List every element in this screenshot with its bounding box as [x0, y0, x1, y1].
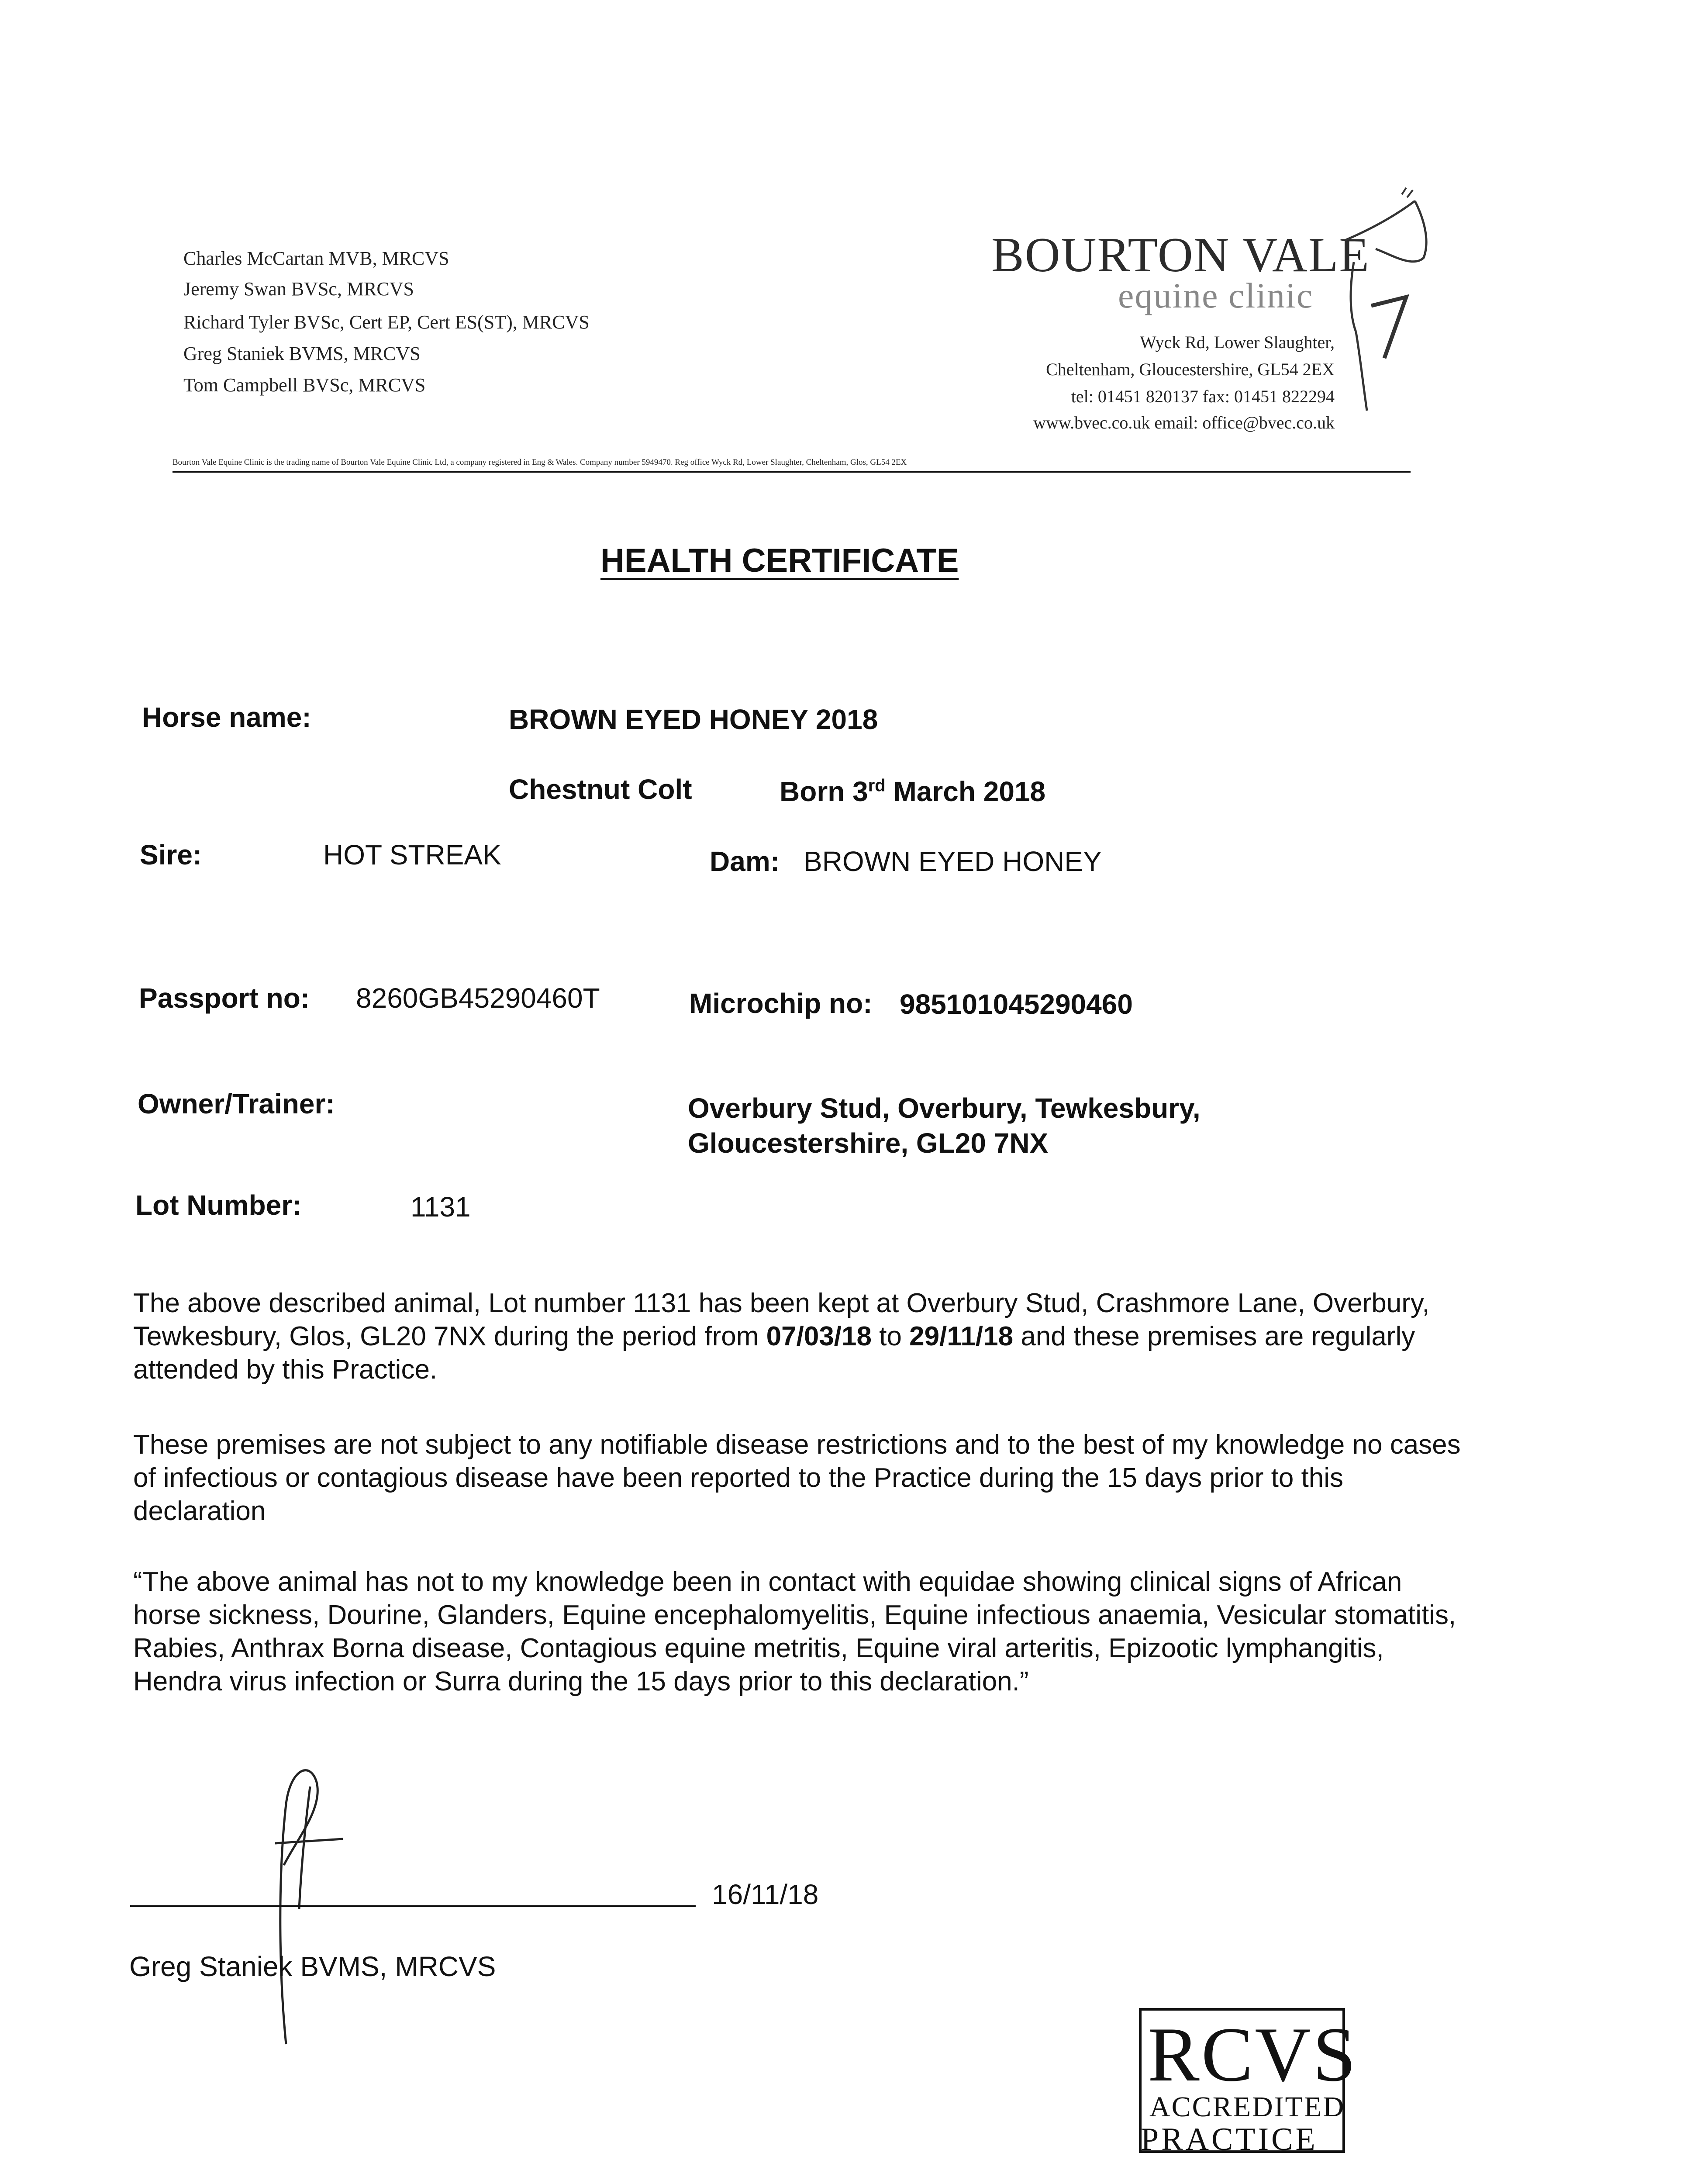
owner-address-line1: Overbury Stud, Overbury, Tewkesbury,: [688, 1092, 1201, 1124]
born-date: Born 3rd March 2018: [780, 776, 1046, 807]
owner-label: Owner/Trainer:: [138, 1088, 335, 1120]
vet-name: Jeremy Swan BVSc, MRCVS: [183, 278, 414, 300]
address-line: Wyck Rd, Lower Slaughter,: [1140, 332, 1335, 352]
microchip-value: 985101045290460: [900, 988, 1133, 1020]
sire-value: HOT STREAK: [323, 839, 501, 871]
signature-line: [130, 1905, 696, 1907]
vet-name: Richard Tyler BVSc, Cert EP, Cert ES(ST), MRCVS: [183, 311, 590, 333]
rcvs-badge-title: RCVS: [1148, 2011, 1358, 2098]
rcvs-badge-line2: PRACTICE: [1141, 2122, 1318, 2157]
horse-name-label: Horse name:: [142, 702, 311, 733]
lot-number-label: Lot Number:: [135, 1189, 302, 1221]
lot-number-value: 1131: [411, 1191, 471, 1223]
horse-description: Chestnut Colt: [509, 774, 692, 805]
logo-sub-text: equine clinic: [1118, 276, 1314, 315]
horse-head-icon: [1336, 175, 1441, 419]
address-line: www.bvec.co.uk email: office@bvec.co.uk: [1033, 413, 1335, 432]
address-line: tel: 01451 820137 fax: 01451 822294: [1071, 387, 1335, 406]
dam-label: Dam:: [710, 846, 780, 877]
header-divider: [172, 471, 1411, 473]
logo-main-text: BOURTON VALE: [991, 228, 1370, 282]
passport-label: Passport no:: [139, 982, 310, 1014]
passport-value: 8260GB45290460T: [356, 982, 600, 1014]
signature-date: 16/11/18: [712, 1879, 819, 1910]
horse-name-value: BROWN EYED HONEY 2018: [509, 704, 878, 735]
paragraph-restrictions: These premises are not subject to any notifiable disease restrictions and to the best of my knowledge no cases of infectious or contagious disease have been reported to the Practice during the 15 days prior to this declaration: [133, 1430, 1461, 1526]
paragraph-declaration: “The above animal has not to my knowledge been in contact with equidae showing clinical signs of African horse sickness, Dourine, Glanders, Equine encephalomyelitis, Equine infectious anaemia, Vesicular stomatitis, Rabies, Anthrax Borna disease, Contagious equine metritis, Equine viral arteritis, Epizootic lymphangitis, Hendra virus infection or Surra during the 15 days prior to this declaration.”: [133, 1567, 1456, 1697]
vet-name: Tom Campbell BVSc, MRCVS: [183, 374, 426, 396]
address-line: Cheltenham, Gloucestershire, GL54 2EX: [1046, 359, 1335, 379]
dam-value: BROWN EYED HONEY: [804, 846, 1102, 877]
vet-name: Greg Staniek BVMS, MRCVS: [183, 343, 421, 364]
signature-scribble: [245, 1752, 358, 2049]
signatory-name: Greg Staniek BVMS, MRCVS: [129, 1951, 496, 1982]
microchip-label: Microchip no:: [689, 988, 873, 1019]
legal-line: Bourton Vale Equine Clinic is the trading name of Bourton Vale Equine Clinic Ltd, a company registered in Eng & Wales. Company number 5949470. Reg office Wyck Rd, Lower Slaughter, Cheltenham, Glos, GL54 2EX: [172, 458, 907, 467]
owner-address-line2: Gloucestershire, GL20 7NX: [688, 1127, 1049, 1159]
page-title: HEALTH CERTIFICATE: [600, 542, 959, 579]
sire-label: Sire:: [140, 839, 202, 871]
rcvs-badge-line1: ACCREDITED: [1149, 2091, 1345, 2123]
paragraph-premises: The above described animal, Lot number 1131 has been kept at Overbury Stud, Crashmore Lane, Overbury, Tewkesbury, Glos, GL20 7NX during the period from 07/03/18 to 29/11/18 and these premises are regularly attended by this Practice.: [133, 1288, 1430, 1385]
vet-name: Charles McCartan MVB, MRCVS: [183, 248, 449, 269]
